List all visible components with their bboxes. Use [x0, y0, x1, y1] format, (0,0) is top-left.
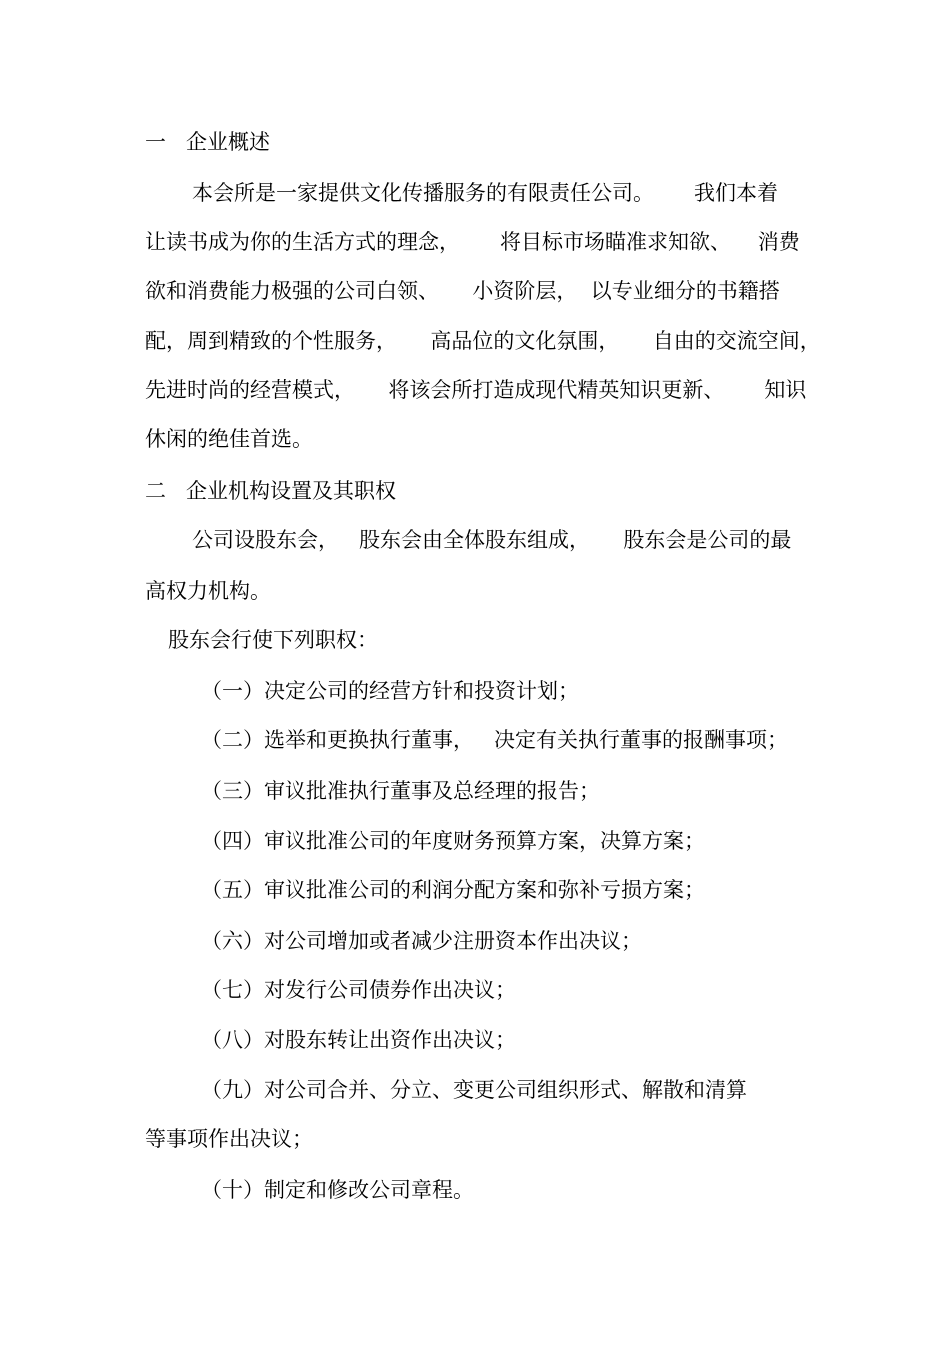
overview-paragraph-line: 本会所是一家提供文化传播服务的有限责任公司。 我们本着: [192, 181, 779, 205]
power-list-item: （四）审议批准公司的年度财务预算方案，决算方案；: [201, 829, 705, 853]
power-list-item-continuation: 等事项作出决议；: [145, 1127, 313, 1151]
power-list-item: （一）决定公司的经营方针和投资计划；: [201, 679, 579, 703]
structure-paragraph-line: 高权力机构。: [145, 579, 271, 603]
power-list-item: （三）审议批准执行董事及总经理的报告；: [201, 779, 600, 803]
section-heading-structure: 二 企业机构设置及其职权: [145, 479, 397, 503]
power-list-item: （八）对股东转让出资作出决议；: [201, 1028, 516, 1052]
structure-paragraph-line: 公司设股东会， 股东会由全体股东组成， 股东会是公司的最: [192, 528, 792, 552]
overview-paragraph-line: 先进时尚的经营模式， 将该会所打造成现代精英知识更新、 知识: [145, 378, 807, 402]
overview-paragraph-line: 让读书成为你的生活方式的理念， 将目标市场瞄准求知欲、 消费: [145, 230, 800, 254]
power-list-item: （七）对发行公司债券作出决议；: [201, 978, 516, 1002]
overview-paragraph-line: 配，周到精致的个性服务， 高品位的文化氛围， 自由的交流空间，: [145, 329, 821, 353]
section-heading-overview: 一 企业概述: [145, 130, 271, 154]
overview-paragraph-line: 欲和消费能力极强的公司白领、 小资阶层， 以专业细分的书籍搭: [145, 279, 780, 303]
power-list-item: （六）对公司增加或者减少注册资本作出决议；: [201, 929, 642, 953]
power-list-item: （十）制定和修改公司章程。: [201, 1178, 474, 1202]
power-list-item: （九）对公司合并、分立、变更公司组织形式、解散和清算: [201, 1078, 747, 1102]
power-list-item: （五）审议批准公司的利润分配方案和弥补亏损方案；: [201, 878, 705, 902]
power-list-item: （二）选举和更换执行董事， 决定有关执行董事的报酬事项；: [201, 728, 789, 752]
overview-paragraph-line: 休闲的绝佳首选。: [145, 427, 313, 451]
powers-intro: 股东会行使下列职权：: [168, 628, 378, 652]
